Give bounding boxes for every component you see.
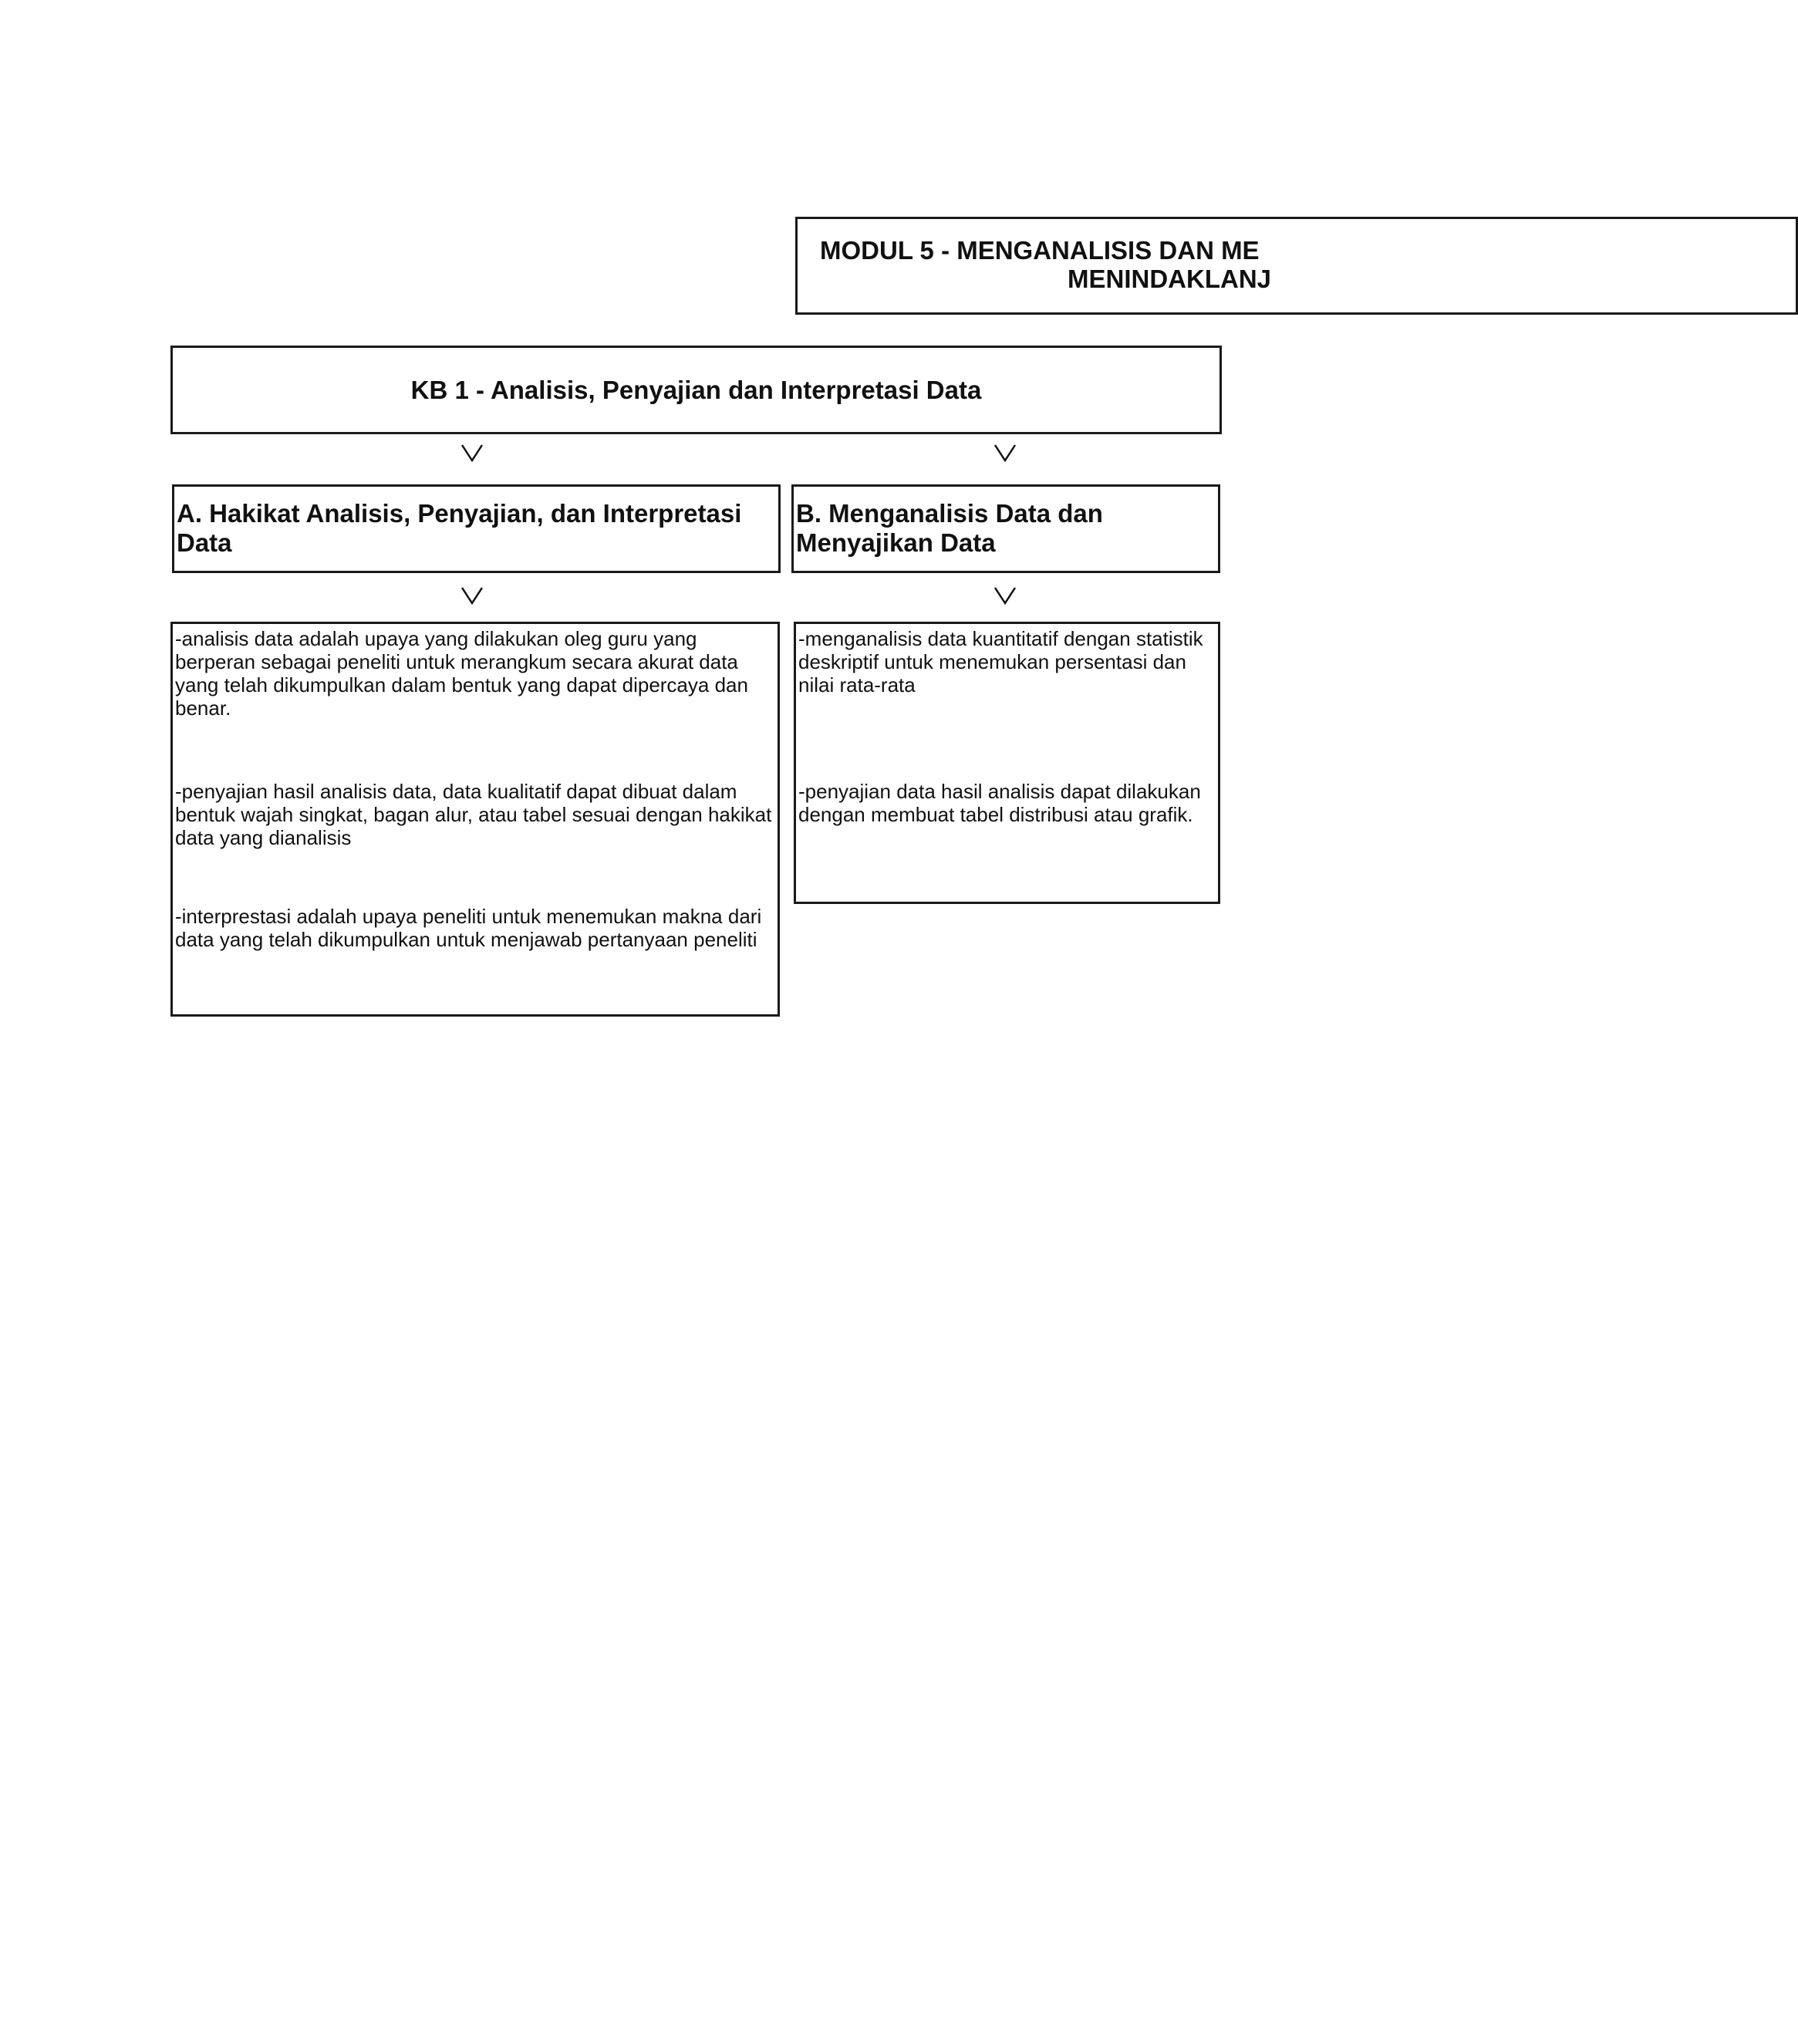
section-b-paragraph: -menganalisis data kuantitatif dengan statistik deskriptif untuk menemukan persentasi dan nilai rata-rata — [798, 627, 1203, 697]
section-a-title-box — [172, 484, 781, 573]
module-title-box — [795, 217, 1271, 315]
section-a-paragraph: -interprestasi adalah upaya peneliti untuk menemukan makna dari data yang telah dikumpulkan untuk menjawab pertanyaan peneliti — [175, 905, 762, 951]
chevron-down-icon — [993, 444, 1017, 462]
chevron-down-icon — [993, 586, 1017, 605]
module-title-line-1: MODUL 5 - MENGANALISIS DAN ME — [820, 236, 1260, 265]
module-title-line-2: MENINDAKLANJ — [1068, 265, 1271, 293]
section-a-paragraph: -penyajian hasil analisis data, data kualitatif dapat dibuat dalam bentuk wajah singkat, bagan alur, atau tabel sesuai dengan hakikat data yang dianalisis — [175, 780, 772, 849]
kb-title-box — [170, 346, 1222, 434]
section-a-paragraph: -analisis data adalah upaya yang dilakukan oleg guru yang berperan sebagai peneliti untuk merangkum secara akurat data yang telah dikumpulkan dalam bentuk yang dapat dipercaya dan benar. — [175, 627, 748, 720]
section-a-content-box — [170, 622, 780, 1017]
section-a-title: A. Hakikat Analisis, Penyajian, dan Interpretasi Data — [177, 499, 742, 557]
section-b-title: B. Menganalisis Data dan Menyajikan Data — [796, 499, 1103, 557]
kb-title: KB 1 - Analisis, Penyajian dan Interpretasi Data — [410, 375, 982, 404]
section-b-content-box — [794, 622, 1220, 904]
chevron-down-icon — [460, 444, 484, 462]
chevron-down-icon — [460, 586, 484, 605]
section-b-title-box — [791, 484, 1220, 573]
section-b-paragraph: -penyajian data hasil analisis dapat dilakukan dengan membuat tabel distribusi atau grafik. — [798, 780, 1201, 826]
